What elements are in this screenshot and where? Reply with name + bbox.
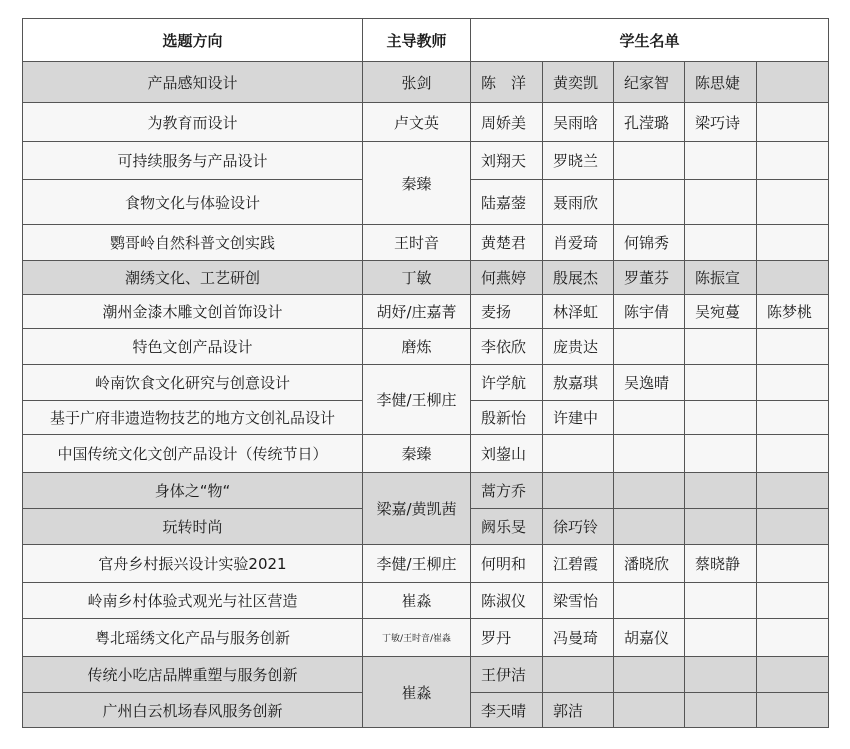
- student-cell: [757, 657, 829, 693]
- student-cell: [685, 619, 757, 657]
- student-cell: [685, 401, 757, 435]
- student-cell: 许学航: [471, 365, 543, 401]
- student-cell: 麦扬: [471, 295, 543, 329]
- student-cell: [685, 583, 757, 619]
- student-cell: 陈思婕: [685, 62, 757, 103]
- teacher-cell: 秦臻: [363, 142, 471, 225]
- student-cell: 孔滢璐: [614, 103, 685, 142]
- student-cell: 何明和: [471, 545, 543, 583]
- student-cell: 蔡晓静: [685, 545, 757, 583]
- topic-cell: 中国传统文化文创产品设计（传统节日）: [23, 435, 363, 473]
- topic-cell: 传统小吃店品牌重塑与服务创新: [23, 657, 363, 693]
- student-cell: 江碧霞: [543, 545, 614, 583]
- topic-cell: 特色文创产品设计: [23, 329, 363, 365]
- topic-cell: 为教育而设计: [23, 103, 363, 142]
- header-topic: 选题方向: [23, 19, 363, 62]
- student-cell: 陈宇倩: [614, 295, 685, 329]
- student-cell: [685, 509, 757, 545]
- table-row: [23, 295, 829, 329]
- student-cell: [614, 693, 685, 728]
- student-cell: 刘鋆山: [471, 435, 543, 473]
- table-row: [23, 142, 829, 180]
- student-cell: 吴逸晴: [614, 365, 685, 401]
- student-cell: [614, 473, 685, 509]
- table-row: [23, 365, 829, 401]
- student-cell: [614, 657, 685, 693]
- student-cell: 肖爱琦: [543, 225, 614, 261]
- topic-cell: 食物文化与体验设计: [23, 180, 363, 225]
- student-cell: 罗晓兰: [543, 142, 614, 180]
- student-cell: [614, 180, 685, 225]
- student-cell: 陈振宣: [685, 261, 757, 295]
- teacher-cell: 丁敏/王时音/崔淼: [363, 619, 471, 657]
- table-row: [23, 473, 829, 509]
- student-cell: [757, 545, 829, 583]
- student-cell: 吴宛蔓: [685, 295, 757, 329]
- student-cell: 罗丹: [471, 619, 543, 657]
- student-cell: 周娇美: [471, 103, 543, 142]
- table-row: [23, 435, 829, 473]
- student-cell: 冯曼琦: [543, 619, 614, 657]
- student-cell: 王伊洁: [471, 657, 543, 693]
- student-cell: [685, 225, 757, 261]
- teacher-cell: 李健/王柳庄: [363, 545, 471, 583]
- student-cell: [614, 509, 685, 545]
- teacher-cell: 磨炼: [363, 329, 471, 365]
- student-cell: 聂雨欣: [543, 180, 614, 225]
- student-cell: 黄奕凯: [543, 62, 614, 103]
- table-row: [23, 657, 829, 693]
- teacher-cell: 李健/王柳庄: [363, 365, 471, 435]
- student-cell: [543, 435, 614, 473]
- student-cell: [614, 401, 685, 435]
- student-cell: [614, 435, 685, 473]
- header-students: 学生名单: [471, 19, 829, 62]
- student-cell: 李依欣: [471, 329, 543, 365]
- student-cell: [614, 583, 685, 619]
- header-row: [23, 19, 829, 62]
- student-cell: [757, 261, 829, 295]
- student-cell: [757, 180, 829, 225]
- topic-cell: 粤北瑶绣文化产品与服务创新: [23, 619, 363, 657]
- table-row: [23, 545, 829, 583]
- student-cell: [685, 329, 757, 365]
- table-row: [23, 62, 829, 103]
- student-cell: [757, 435, 829, 473]
- student-cell: 林泽虹: [543, 295, 614, 329]
- student-cell: 胡嘉仪: [614, 619, 685, 657]
- topic-cell: 岭南乡村体验式观光与社区营造: [23, 583, 363, 619]
- student-cell: 何燕婷: [471, 261, 543, 295]
- teacher-cell: 胡妤/庄嘉菁: [363, 295, 471, 329]
- student-cell: 徐巧铃: [543, 509, 614, 545]
- student-cell: 纪家智: [614, 62, 685, 103]
- student-cell: [685, 365, 757, 401]
- topic-cell: 可持续服务与产品设计: [23, 142, 363, 180]
- student-cell: 陈淑仪: [471, 583, 543, 619]
- student-cell: 郭洁: [543, 693, 614, 728]
- student-cell: [757, 509, 829, 545]
- table-body: [23, 62, 829, 728]
- student-cell: 李天晴: [471, 693, 543, 728]
- topic-cell: 潮绣文化、工艺研创: [23, 261, 363, 295]
- student-cell: [685, 473, 757, 509]
- student-cell: [543, 657, 614, 693]
- student-cell: 刘翔天: [471, 142, 543, 180]
- student-cell: 黄楚君: [471, 225, 543, 261]
- student-cell: [685, 693, 757, 728]
- student-cell: 敖嘉琪: [543, 365, 614, 401]
- teacher-cell: 张剑: [363, 62, 471, 103]
- teacher-cell: 崔淼: [363, 657, 471, 728]
- student-cell: [685, 435, 757, 473]
- student-cell: 何锦秀: [614, 225, 685, 261]
- student-cell: [757, 103, 829, 142]
- table-row: [23, 619, 829, 657]
- student-cell: [614, 142, 685, 180]
- student-cell: 陈梦桃: [757, 295, 829, 329]
- student-cell: 许建中: [543, 401, 614, 435]
- student-cell: [685, 657, 757, 693]
- student-cell: [543, 473, 614, 509]
- topic-cell: 潮州金漆木雕文创首饰设计: [23, 295, 363, 329]
- student-cell: 庞贵达: [543, 329, 614, 365]
- student-cell: 殷展杰: [543, 261, 614, 295]
- student-assignment-table: [22, 18, 829, 728]
- student-cell: [757, 329, 829, 365]
- student-cell: [685, 142, 757, 180]
- student-cell: [757, 62, 829, 103]
- student-cell: 阙乐旻: [471, 509, 543, 545]
- topic-cell: 基于广府非遗造物技艺的地方文创礼品设计: [23, 401, 363, 435]
- teacher-cell: 崔淼: [363, 583, 471, 619]
- teacher-cell: 秦臻: [363, 435, 471, 473]
- topic-cell: 官舟乡村振兴设计实验2021: [23, 545, 363, 583]
- table-row: [23, 261, 829, 295]
- teacher-cell: 卢文英: [363, 103, 471, 142]
- table-row: [23, 103, 829, 142]
- student-cell: [757, 619, 829, 657]
- topic-cell: 岭南饮食文化研究与创意设计: [23, 365, 363, 401]
- student-cell: 蒿方乔: [471, 473, 543, 509]
- student-cell: 罗董芬: [614, 261, 685, 295]
- student-cell: [757, 142, 829, 180]
- student-cell: [685, 180, 757, 225]
- student-cell: 梁雪怡: [543, 583, 614, 619]
- student-cell: [757, 365, 829, 401]
- topic-cell: 广州白云机场春风服务创新: [23, 693, 363, 728]
- student-cell: 梁巧诗: [685, 103, 757, 142]
- topic-cell: 玩转时尚: [23, 509, 363, 545]
- teacher-cell: 王时音: [363, 225, 471, 261]
- header-teacher: 主导教师: [363, 19, 471, 62]
- student-cell: [757, 473, 829, 509]
- student-cell: [757, 401, 829, 435]
- student-cell: [757, 693, 829, 728]
- student-cell: 潘晓欣: [614, 545, 685, 583]
- student-cell: 吴雨晗: [543, 103, 614, 142]
- student-cell: [614, 329, 685, 365]
- teacher-cell: 丁敏: [363, 261, 471, 295]
- topic-cell: 鹦哥岭自然科普文创实践: [23, 225, 363, 261]
- table-row: [23, 583, 829, 619]
- student-cell: 陆嘉蓥: [471, 180, 543, 225]
- table-row: [23, 329, 829, 365]
- topic-cell: 产品感知设计: [23, 62, 363, 103]
- student-cell: [757, 225, 829, 261]
- student-cell: [757, 583, 829, 619]
- student-cell: 殷新怡: [471, 401, 543, 435]
- student-cell: 陈 洋: [471, 62, 543, 103]
- table-row: [23, 225, 829, 261]
- teacher-cell: 梁嘉/黄凯茜: [363, 473, 471, 545]
- topic-cell: 身体之“物“: [23, 473, 363, 509]
